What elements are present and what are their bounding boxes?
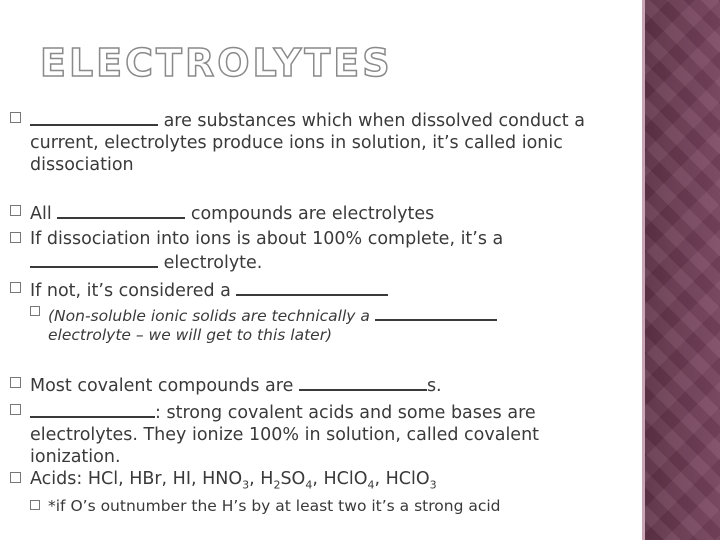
bullet-text: If dissociation into ions is about 100% complete, it’s a xyxy=(30,229,504,249)
bullet-text: , H xyxy=(249,469,274,489)
fill-in-blank xyxy=(30,250,158,268)
bullet-covalent-compounds xyxy=(10,373,640,397)
fill-in-blank xyxy=(299,373,427,391)
bullet-text: *if O’s outnumber the H’s by at least two it’s a strong acid xyxy=(48,497,501,515)
bullet-text: ionization. xyxy=(30,447,121,467)
bullet-text: compounds are electrolytes xyxy=(185,204,435,224)
bullet-text: are substances which when dissolved conduct a xyxy=(158,111,585,131)
bullet-box-icon xyxy=(10,404,21,415)
bullet-text: All xyxy=(30,204,58,224)
bullet-box-icon xyxy=(10,377,21,388)
bullet-all-compounds xyxy=(10,201,640,225)
fill-in-blank xyxy=(236,278,388,296)
bullet-box-icon xyxy=(10,205,21,216)
bullet-box-icon xyxy=(30,306,40,316)
bullet-text: s. xyxy=(426,376,442,396)
bullet-text: , HClO xyxy=(374,469,430,489)
subscript: 4 xyxy=(367,478,375,492)
fill-in-blank xyxy=(30,108,158,126)
bullet-text: Most covalent compounds are xyxy=(30,376,299,396)
subscript: 3 xyxy=(242,478,250,492)
bullet-electrolyte-definition xyxy=(10,108,640,176)
fill-in-blank xyxy=(57,201,185,219)
sub-bullet-non-soluble xyxy=(30,303,630,345)
bullet-text: If not, it’s considered a xyxy=(30,281,237,301)
bullet-text: current, electrolytes produce ions in solution, it’s called ionic xyxy=(30,133,563,153)
bullet-text: Acids: HCl, HBr, HI, HNO xyxy=(30,469,243,489)
bullet-box-icon xyxy=(10,472,21,483)
bullet-text: electrolytes. They ionize 100% in solution, called covalent xyxy=(30,425,540,445)
bullet-box-icon xyxy=(30,500,40,510)
bullet-text: (Non-soluble ionic solids are technically a xyxy=(48,307,375,325)
bullet-not-complete xyxy=(10,278,640,302)
subscript: 4 xyxy=(305,478,313,492)
fill-in-blank xyxy=(375,303,497,321)
decorative-side-band xyxy=(642,0,720,540)
bullet-acids-list xyxy=(10,468,640,490)
bullet-box-icon xyxy=(10,232,21,243)
bullet-text: , HClO xyxy=(312,469,368,489)
sub-bullet-strong-acid-rule xyxy=(30,497,630,516)
bullet-text: electrolyte. xyxy=(158,253,263,273)
bullet-strong-acids xyxy=(10,400,640,468)
bullet-text: electrolyte – we will get to this later) xyxy=(48,326,333,344)
subscript: 3 xyxy=(429,478,437,492)
bullet-text: : strong covalent acids and some bases are xyxy=(155,403,536,423)
slide-title: ELECTROLYTES xyxy=(40,41,393,85)
bullet-box-icon xyxy=(10,282,21,293)
subscript: 2 xyxy=(273,478,281,492)
bullet-box-icon xyxy=(10,112,21,123)
bullet-text: SO xyxy=(280,469,306,489)
bullet-text: dissociation xyxy=(30,155,134,175)
fill-in-blank xyxy=(30,400,155,418)
bullet-dissociation-complete xyxy=(10,228,640,274)
